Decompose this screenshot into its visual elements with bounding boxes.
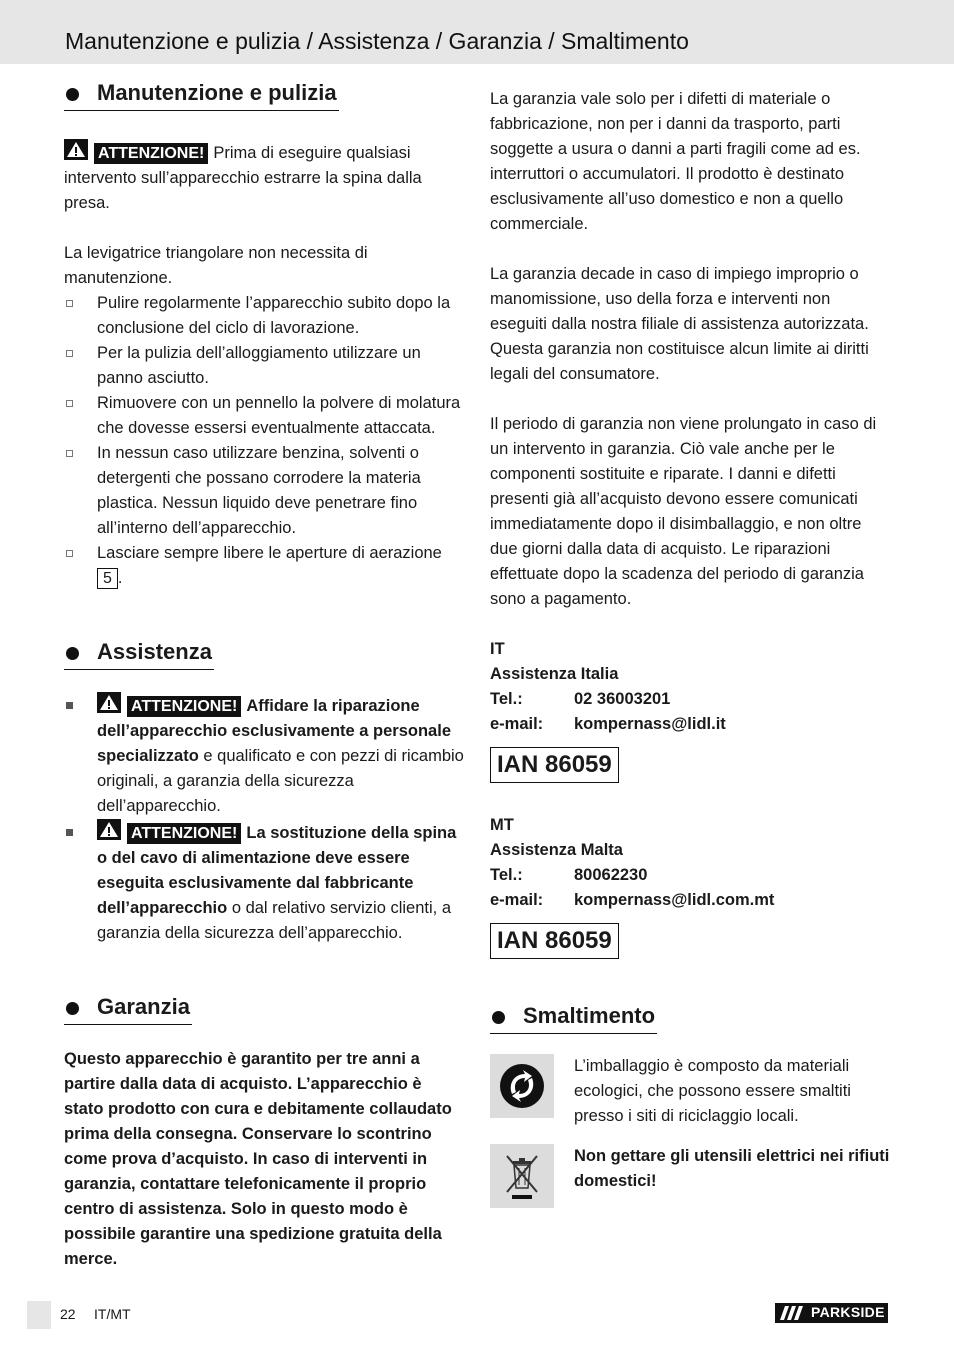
- heading-bullet-icon: [66, 88, 79, 101]
- square-bullet-icon: [66, 702, 73, 709]
- warranty-paragraph: La garanzia decade in caso di impiego improprio o manomissione, uso della forza e interventi non eseguiti dalla nostra filiale di assistenza autorizzata. Questa garanzia non costituisce alcun limite ai diritti legali del consumatore.: [490, 265, 869, 383]
- list-item: Lasciare sempre libere le aperture di aerazione 5 .: [64, 541, 464, 591]
- brand-name: PARKSIDE: [811, 1304, 885, 1320]
- warranty-heading: Garanzia: [64, 994, 192, 1025]
- attention-badge: ATTENZIONE!: [94, 143, 208, 164]
- contact-table: [490, 813, 774, 913]
- tel-label: Tel.:: [490, 690, 523, 708]
- service-name: Assistenza Malta: [490, 841, 623, 859]
- list-item: Rimuovere con un pennello la polvere di molatura che dovesse essersi eventualmente attaccata.: [64, 391, 464, 441]
- disposal-heading: Smaltimento: [490, 1003, 657, 1034]
- weee-text: Non gettare gli utensili elettrici nei rifiuti domestici!: [574, 1147, 890, 1190]
- heading-bullet-icon: [66, 1002, 79, 1015]
- square-bullet-icon: [66, 829, 73, 836]
- maintenance-heading: Manutenzione e pulizia: [64, 80, 339, 111]
- page-number: 22: [60, 1306, 76, 1322]
- checkbox-bullet-icon: [66, 550, 73, 557]
- list-item: In nessun caso utilizzare benzina, solventi o detergenti che possano corrodere la materia plastica. Nessun liquido deve penetrare fino all’interno dell’apparecchio.: [64, 441, 464, 541]
- attention-badge: ATTENZIONE!: [127, 696, 241, 717]
- maintenance-warning: [64, 139, 464, 216]
- contact-block-it: [490, 637, 890, 783]
- packaging-text: L’imballaggio è composto da materiali ecologici, che possono essere smaltiti presso i siti di riciclaggio locali.: [574, 1057, 851, 1125]
- service-heading: Assistenza: [64, 639, 214, 670]
- warranty-paragraph: Il periodo di garanzia non viene prolungato in caso di un intervento in garanzia. Ciò vale anche per le componenti sostituite e riparate. I danni e difetti presenti già all’acquisto devono essere comunicati immediatamente dopo il disimballaggio, e non oltre due giorni dalla data di acquisto. Le riparazioni effettuate dopo la scadenza del periodo di garanzia sono a pagamento.: [490, 415, 877, 608]
- page-header: [0, 0, 954, 64]
- list-item: Pulire regolarmente l’apparecchio subito dopo la conclusione del ciclo di lavorazione.: [64, 291, 464, 341]
- warning-triangle-icon: [97, 692, 121, 713]
- checkbox-bullet-icon: [66, 450, 73, 457]
- checkbox-bullet-icon: [66, 400, 73, 407]
- logo-stripes-icon: [777, 1303, 811, 1323]
- warning-triangle-icon: [64, 139, 88, 160]
- tel-label: Tel.:: [490, 866, 523, 884]
- list-item: Per la pulizia dell’alloggiamento utilizzare un panno asciutto.: [64, 341, 464, 391]
- page-title: Manutenzione e pulizia / Assistenza / Garanzia / Smaltimento: [65, 28, 689, 54]
- footer-page-box: [27, 1301, 51, 1329]
- maintenance-list: [64, 291, 464, 591]
- email-value: kompernass@lidl.it: [574, 715, 726, 733]
- tel-value: 80062230: [574, 866, 648, 884]
- ian-box: IAN 86059: [490, 747, 619, 783]
- ian-box: IAN 86059: [490, 923, 619, 959]
- contact-table: [490, 637, 726, 737]
- warranty-bold-text: Questo apparecchio è garantito per tre anni a partire dalla data di acquisto. L’apparecchio è stato prodotto con cura e debitamente collaudato prima della consegna. Conservare lo scontrino come prova d’acquisto. In caso di interventi in garanzia, contattare telefonicamente il proprio centro di assistenza. Solo in questo modo è possibile garantire una spedizione gratuita della merce.: [64, 1050, 452, 1268]
- right-column: [490, 87, 890, 1234]
- list-item: ATTENZIONE! La sostituzione della spina o del cavo di alimentazione deve essere eseguita esclusivamente dal fabbricante dell’apparecchio o dal relativo servizio clienti, a garanzia della sicurezza dell’apparecchio.: [64, 819, 464, 946]
- country-code: MT: [490, 816, 514, 834]
- service-name: Assistenza Italia: [490, 665, 619, 683]
- parkside-logo: [775, 1303, 888, 1323]
- recycle-icon: [490, 1054, 554, 1118]
- service-list: [64, 692, 464, 946]
- heading-bullet-icon: [66, 647, 79, 660]
- weee-row: [490, 1144, 890, 1234]
- warranty-paragraph: La garanzia vale solo per i difetti di materiale o fabbricazione, non per i danni da trasporto, parti soggette a usura o danni a parti fragili come ad es. interruttori o accumulatori. Il prodotto è destinato esclusivamente all’uso domestico e non a quello commerciale.: [490, 90, 861, 233]
- maintenance-warning-text: Prima di eseguire qualsiasi intervento sull’apparecchio estrarre la spina dalla presa.: [64, 144, 422, 212]
- maintenance-intro: La levigatrice triangolare non necessita di manutenzione.: [64, 244, 368, 287]
- heading-bullet-icon: [492, 1011, 505, 1024]
- tel-value: 02 36003201: [574, 690, 671, 708]
- email-label: e-mail:: [490, 715, 544, 733]
- attention-badge: ATTENZIONE!: [127, 823, 241, 844]
- left-column: [64, 80, 464, 1272]
- warning-triangle-icon: [97, 819, 121, 840]
- reference-number: 5: [97, 568, 118, 589]
- packaging-row: [490, 1054, 890, 1144]
- contact-block-mt: [490, 813, 890, 959]
- language-code: IT/MT: [94, 1306, 131, 1322]
- email-label: e-mail:: [490, 891, 544, 909]
- checkbox-bullet-icon: [66, 300, 73, 307]
- country-code: IT: [490, 640, 505, 658]
- list-item: ATTENZIONE! Affidare la riparazione dell’apparecchio esclusivamente a personale specializzato e qualificato e con pezzi di ricambio originali, a garanzia della sicurezza dell’apparecchio.: [64, 692, 464, 819]
- checkbox-bullet-icon: [66, 350, 73, 357]
- crossed-bin-icon: [490, 1144, 554, 1208]
- email-value: kompernass@lidl.com.mt: [574, 891, 775, 909]
